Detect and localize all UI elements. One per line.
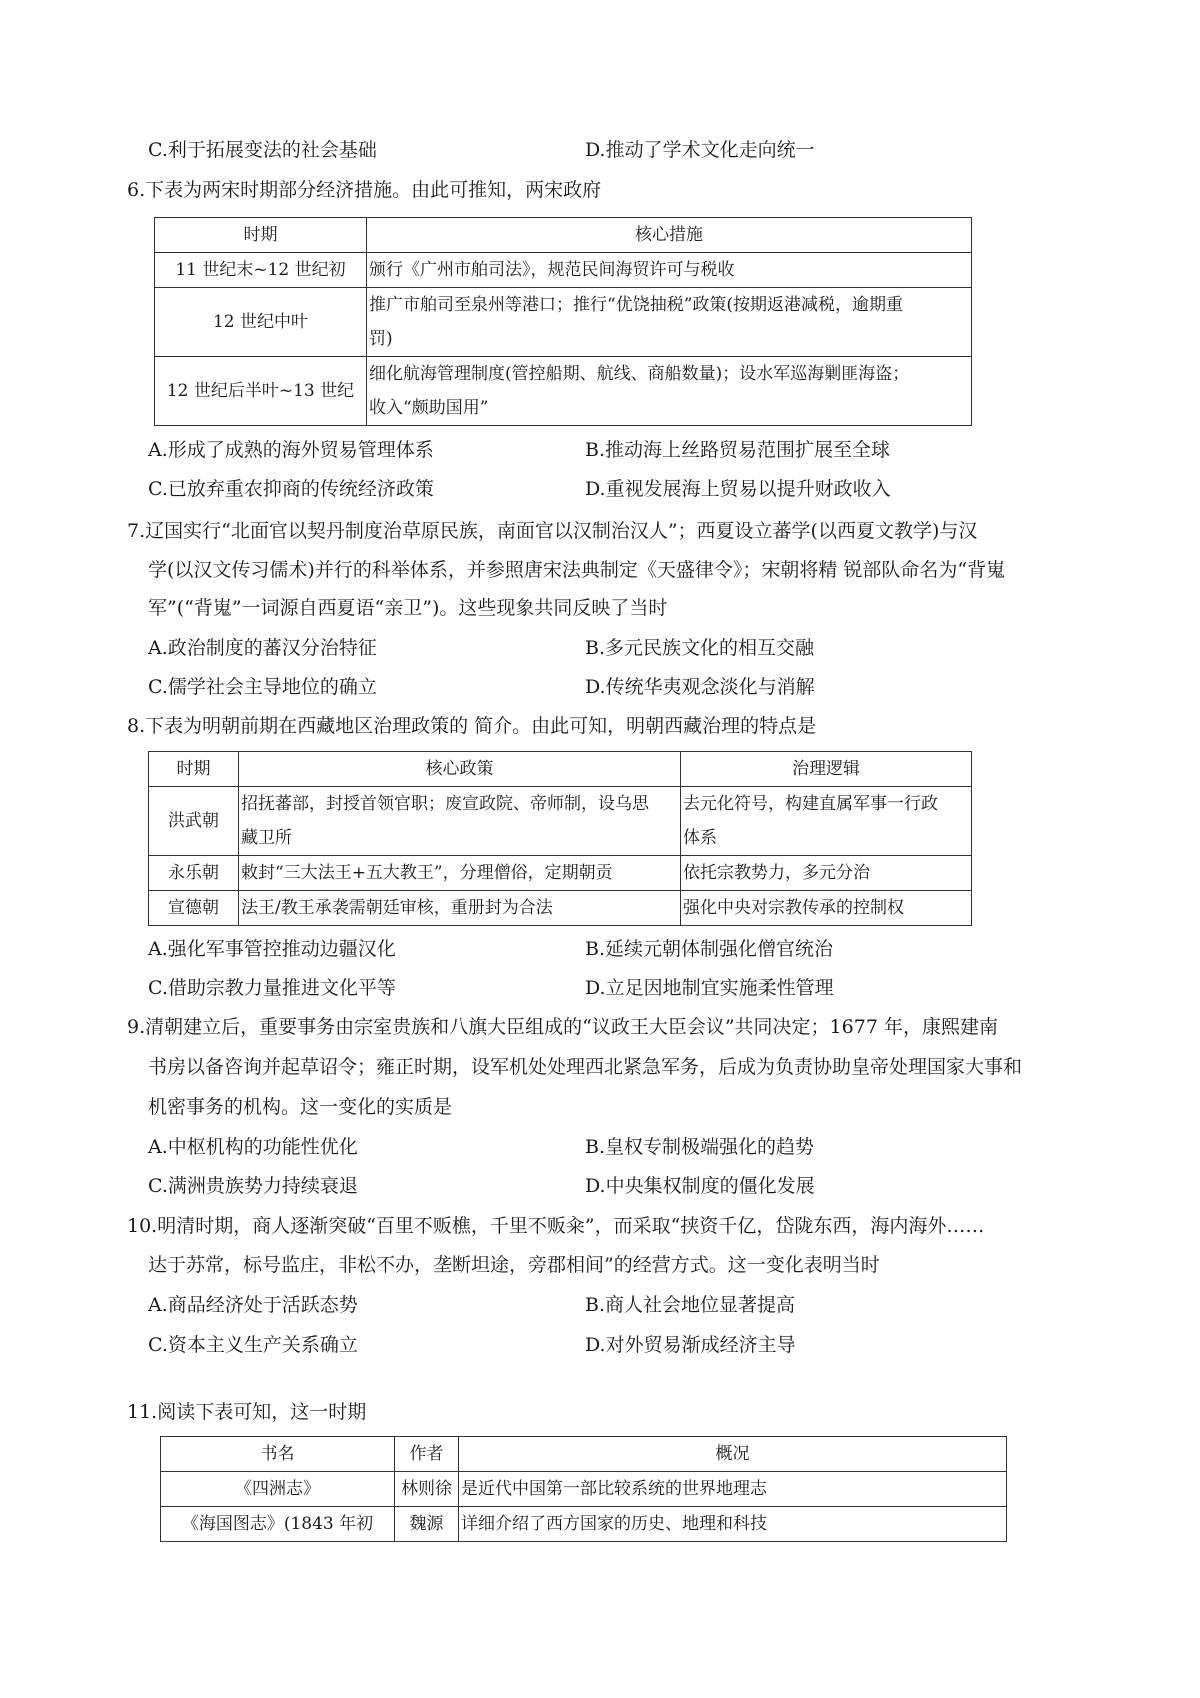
q6-option-c: C.已放弃重农抑商的传统经济政策 (148, 478, 434, 500)
q8-option-a: A.强化军事管控推动边疆汉化 (148, 938, 396, 960)
q6-row2-measure (367, 288, 972, 357)
q6-option-d: D.重视发展海上贸易以提升财政收入 (585, 478, 891, 500)
q8-row3-logic: 强化中央对宗教传承的控制权 (681, 891, 972, 926)
q7-option-c: C.儒学社会主导地位的确立 (148, 676, 377, 698)
q6-row2-period: 12 世纪中叶 (155, 288, 367, 357)
q7-stem-line3: 军”(“背嵬”一词源自西夏语“亲卫”)。这些现象共同反映了当时 (148, 597, 668, 619)
table-row (149, 856, 972, 891)
q8-header-period: 时期 (149, 752, 239, 787)
q9-stem-line2: 书房以备咨询并起草诏令；雍正时期，设军机处处理西北紧急军务，后成为负责协助皇帝处理国家大事和 (148, 1056, 1023, 1078)
q11-header-author: 作者 (395, 1437, 459, 1472)
q6-row3-measure (367, 357, 972, 426)
q6-row3-period: 12 世纪后半叶~13 世纪 (155, 357, 367, 426)
q6-table (154, 217, 972, 426)
q6-row1-period: 11 世纪末~12 世纪初 (155, 253, 367, 288)
q10-option-b: B.商人社会地位显著提高 (585, 1294, 796, 1316)
q11-row2-book: 《海国图志》(1843 年初 (161, 1507, 395, 1542)
q8-option-d: D.立足因地制宜实施柔性管理 (585, 977, 834, 999)
q7-option-a: A.政治制度的蕃汉分治特征 (148, 637, 377, 659)
q9-option-c: C.满洲贵族势力持续衰退 (148, 1175, 358, 1197)
q6-header-period: 时期 (155, 218, 367, 253)
q8-row3-policy: 法王/教王承袭需朝廷审核，重册封为合法 (239, 891, 681, 926)
q10-stem-line2: 达于苏常，标号监庄，非松不办，垄断坦途，旁郡相间”的经营方式。这一变化表明当时 (148, 1254, 880, 1276)
q8-row1-logic-line2: 体系 (683, 828, 717, 848)
q5-option-d: D.推动了学术文化走向统一 (585, 139, 815, 161)
q6-option-a: A.形成了成熟的海外贸易管理体系 (148, 439, 434, 461)
table-row (155, 288, 972, 357)
q11-row1-book: 《四洲志》 (161, 1472, 395, 1507)
q11-table (160, 1436, 1007, 1542)
q10-option-c: C.资本主义生产关系确立 (148, 1334, 358, 1356)
q5-option-c: C.利于拓展变法的社会基础 (148, 139, 377, 161)
q8-row1-policy-line1: 招抚蕃部，封授首领官职；废宣政院、帝师制，设乌思 (241, 794, 649, 814)
q8-option-c: C.借助宗教力量推进文化平等 (148, 977, 396, 999)
q11-header-summary: 概况 (459, 1437, 1007, 1472)
table-row (155, 253, 972, 288)
table-row (161, 1507, 1007, 1542)
q8-row1-policy (239, 787, 681, 856)
q8-row2-policy: 敕封“三大法王+五大教王”，分理僧俗，定期朝贡 (239, 856, 681, 891)
q11-header-book: 书名 (161, 1437, 395, 1472)
q6-table-header (155, 218, 972, 253)
q11-row2-summary: 详细介绍了西方国家的历史、地理和科技 (459, 1507, 1007, 1542)
q6-row2-measure-line2: 罚) (369, 329, 393, 349)
q8-row1-logic (681, 787, 972, 856)
table-row (161, 1472, 1007, 1507)
q9-option-d: D.中央集权制度的僵化发展 (585, 1175, 815, 1197)
q7-option-d: D.传统华夷观念淡化与消解 (585, 676, 815, 698)
q6-header-measure: 核心措施 (367, 218, 972, 253)
q11-row1-author: 林则徐 (395, 1472, 459, 1507)
table-row (149, 891, 972, 926)
q9-stem-line1: 9.清朝建立后，重要事务由宗室贵族和八旗大臣组成的“议政王大臣会议”共同决定；1677 年，康熙建南 (127, 1016, 998, 1038)
q11-row2-author: 魏源 (395, 1507, 459, 1542)
q8-row2-logic: 依托宗教势力，多元分治 (681, 856, 972, 891)
q6-row1-measure: 颁行《广州市舶司法》，规范民间海贸许可与税收 (367, 253, 972, 288)
q8-stem: 8.下表为明朝前期在西藏地区治理政策的 简介。由此可知，明朝西藏治理的特点是 (127, 715, 817, 737)
q8-row1-period: 洪武朝 (149, 787, 239, 856)
q11-row1-summary: 是近代中国第一部比较系统的世界地理志 (459, 1472, 1007, 1507)
q11-table-header (161, 1437, 1007, 1472)
q8-table (148, 751, 972, 926)
q6-row2-measure-line1: 推广市舶司至泉州等港口；推行“优饶抽税”政策(按期返港减税，逾期重 (369, 295, 904, 315)
q8-row1-logic-line1: 去元化符号，构建直属军事一行政 (683, 794, 938, 814)
q8-row1-policy-line2: 藏卫所 (241, 828, 292, 848)
q10-option-d: D.对外贸易渐成经济主导 (585, 1334, 796, 1356)
q8-option-b: B.延续元朝体制强化僧官统治 (585, 938, 834, 960)
table-row (155, 357, 972, 426)
q8-row2-period: 永乐朝 (149, 856, 239, 891)
q8-header-logic: 治理逻辑 (681, 752, 972, 787)
q9-stem-line3: 机密事务的机构。这一变化的实质是 (148, 1096, 453, 1118)
q9-option-a: A.中枢机构的功能性优化 (148, 1136, 358, 1158)
q8-row3-period: 宣德朝 (149, 891, 239, 926)
q6-row3-measure-line1: 细化航海管理制度(管控船期、航线、商船数量)；设水军巡海剿匪海盗； (369, 364, 910, 384)
q6-row3-measure-line2: 收入“颇助国用” (369, 398, 489, 418)
q8-table-header (149, 752, 972, 787)
q8-header-policy: 核心政策 (239, 752, 681, 787)
q10-stem-line1: 10.明清时期，商人逐渐突破“百里不贩樵，千里不贩籴”，而采取“挟资千亿，岱陇东西，海内海外…… (127, 1215, 985, 1237)
q11-stem: 11.阅读下表可知，这一时期 (127, 1401, 367, 1423)
q7-option-b: B.多元民族文化的相互交融 (585, 637, 815, 659)
q7-stem-line2: 学(以汉文传习儒术)并行的科举体系，并参照唐宋法典制定《天盛律令》；宋朝将精 锐部队命名为“背嵬 (148, 559, 1006, 581)
q9-option-b: B.皇权专制极端强化的趋势 (585, 1136, 815, 1158)
table-row (149, 787, 972, 856)
q7-stem-line1: 7.辽国实行“北面官以契丹制度治草原民族，南面官以汉制治汉人”；西夏设立蕃学(以西夏文教学)与汉 (127, 520, 978, 542)
q6-stem: 6.下表为两宋时期部分经济措施。由此可推知，两宋政府 (127, 179, 602, 201)
q6-option-b: B.推动海上丝路贸易范围扩展至全球 (585, 439, 891, 461)
q10-option-a: A.商品经济处于活跃态势 (148, 1294, 358, 1316)
